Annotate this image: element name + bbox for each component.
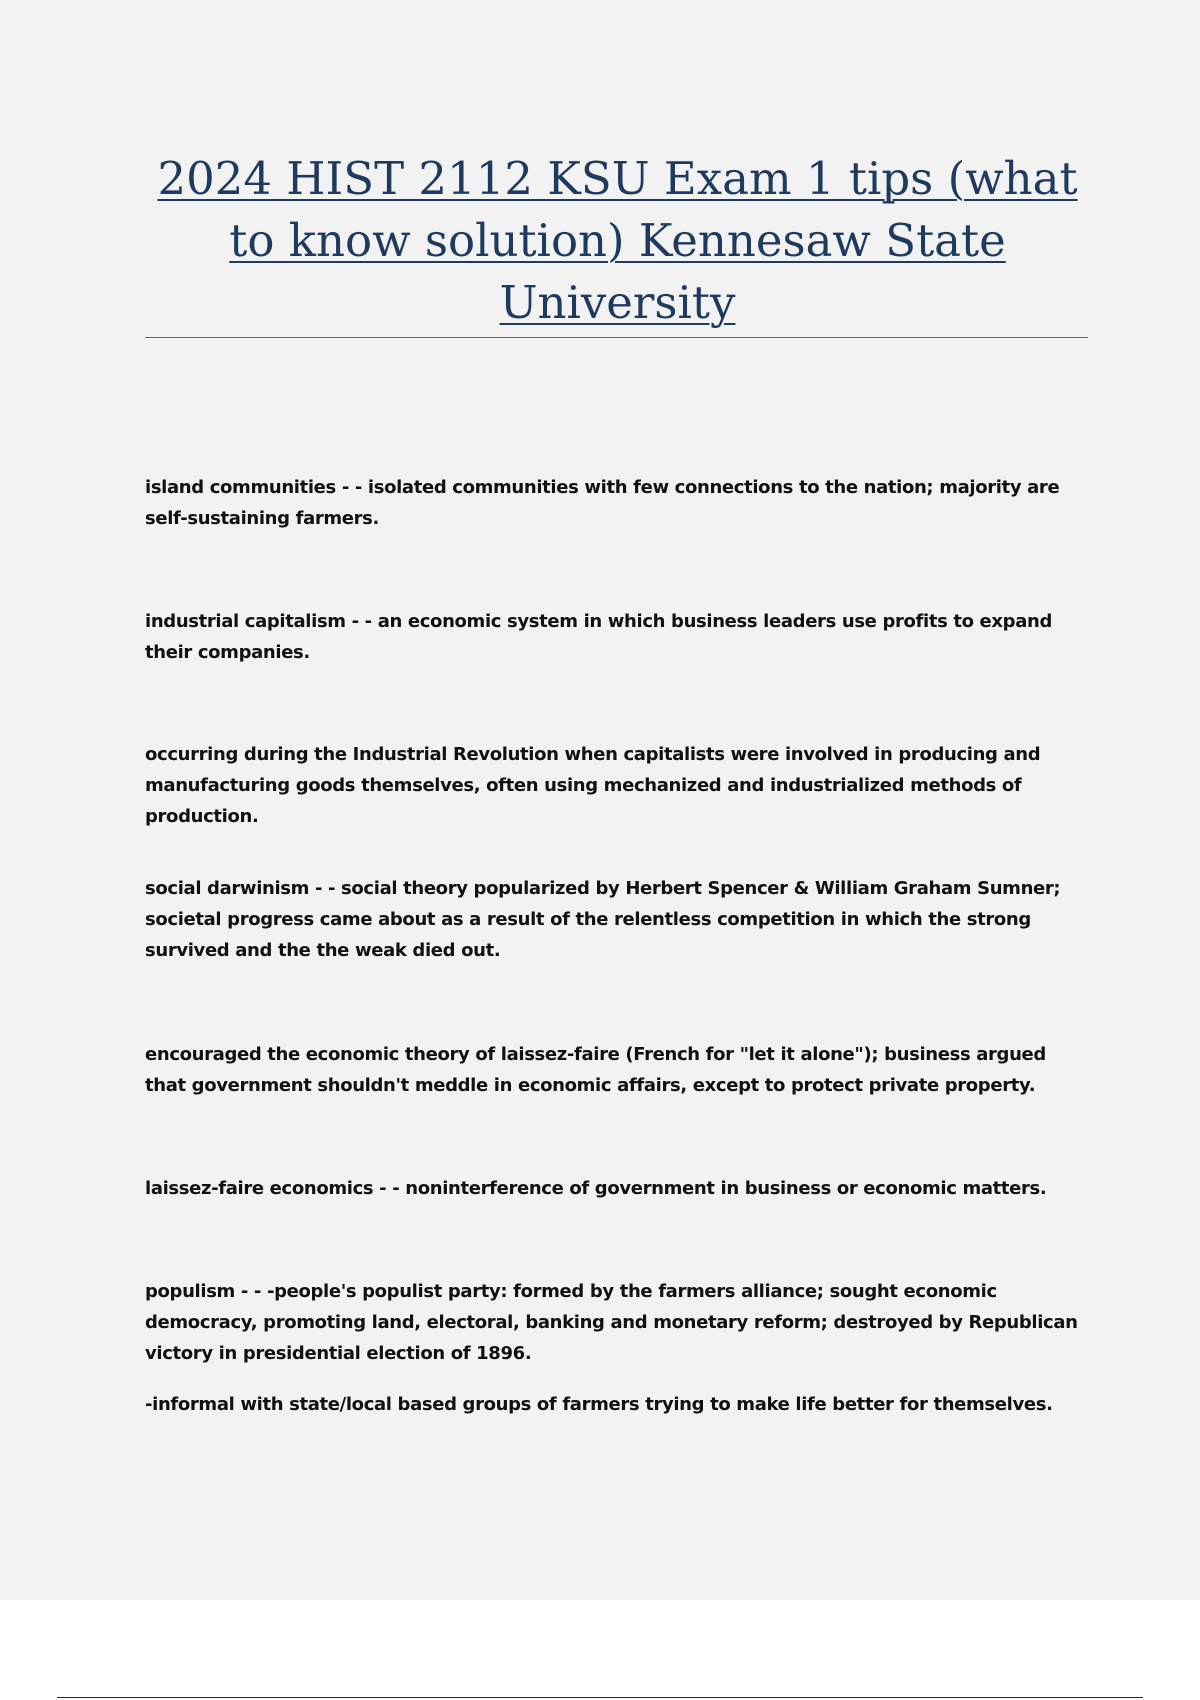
flashcard-entry: populism - - -people's populist party: formed by the farmers alliance; sought economic democracy, promoting land, electoral, banking and monetary reform; destroyed by Republican victory in presidential election of 1896. (145, 1281, 1078, 1364)
flashcard-entry: industrial capitalism - - an economic system in which business leaders use profits to expand their companies. (145, 611, 1053, 663)
flashcard-entry: occurring during the Industrial Revolution when capitalists were involved in producing and manufacturing goods themselves, often using mechanized and industrialized methods of production. (145, 744, 1041, 827)
document-title: 2024 HIST 2112 KSU Exam 1 tips (what to know solution) Kennesaw State University (157, 152, 1078, 329)
flashcard-entry: island communities - - isolated communities with few connections to the nation; majority are self-sustaining farmers. (145, 477, 1060, 529)
flashcard-entry: encouraged the economic theory of laissez-faire (French for "let it alone"); business argued that government shouldn't meddle in economic affairs, except to protect private property. (145, 1044, 1046, 1096)
flashcard-entry: laissez-faire economics - - noninterference of government in business or economic matters. (145, 1178, 1047, 1199)
flashcard-entry: social darwinism - - social theory popularized by Herbert Spencer & William Graham Sumner; societal progress came about as a result of the relentless competition in which the strong survived and the the weak died out. (145, 878, 1061, 961)
footer-divider (57, 1697, 1143, 1698)
title-divider (145, 337, 1088, 338)
flashcard-entry: -informal with state/local based groups of farmers trying to make life better for themselves. (145, 1394, 1053, 1415)
